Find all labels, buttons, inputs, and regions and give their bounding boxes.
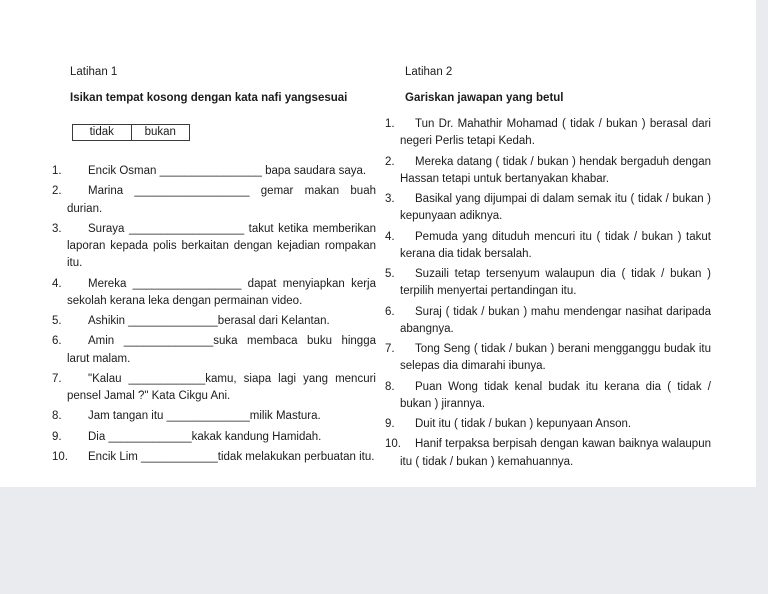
exercise-item (52, 183, 376, 218)
exercise-2-title: Latihan 2 (405, 66, 453, 78)
item-number: 5. (52, 315, 62, 327)
exercise-item (52, 313, 376, 330)
exercise-item (385, 341, 711, 376)
exercise-item (385, 416, 711, 433)
word-box-cell-tidak: tidak (72, 124, 132, 141)
exercise-item (52, 276, 376, 311)
item-text: Suzaili tetap tersenyum walaupun dia ( tidak / bukan ) terpilih menyertai pertandingan itu. (400, 268, 711, 298)
item-text: Marina __________________ gemar makan buah durian. (67, 185, 376, 215)
exercise-1-instruction: Isikan tempat kosong dengan kata nafi yangsesuai (70, 92, 348, 104)
item-text: Hanif terpaksa berpisah dengan kawan baiknya walaupun itu ( tidak / bukan ) kemahuannya. (400, 438, 711, 468)
exercise-item (385, 436, 711, 471)
exercise-item (52, 408, 376, 425)
item-text: Duit itu ( tidak / bukan ) kepunyaan Anson. (415, 418, 632, 430)
item-number: 3. (385, 193, 395, 205)
item-number: 2. (385, 155, 395, 168)
exercise-item (385, 229, 711, 264)
item-text: Suraya __________________ takut ketika memberikan laporan kepada polis berkaitan dengan kejadian rompakan itu. (67, 222, 376, 270)
item-text: Jam tangan itu _____________milik Mastura. (88, 410, 321, 423)
item-number: 8. (52, 410, 62, 423)
item-text: Mereka datang ( tidak / bukan ) hendak bergaduh dengan Hassan tetapi untuk bertanyakan khabar. (400, 155, 711, 185)
item-number: 1. (52, 165, 62, 177)
item-text: Dia _____________kakak kandung Hamidah. (88, 430, 322, 443)
exercise-item (385, 154, 711, 189)
item-number: 10. (385, 438, 401, 451)
exercise-item (385, 379, 711, 414)
item-text: Puan Wong tidak kenal budak itu kerana dia ( tidak / bukan ) jirannya. (400, 380, 711, 410)
item-text: Basikal yang dijumpai di dalam semak itu ( tidak / bukan ) kepunyaan adiknya. (400, 193, 711, 223)
item-number: 2. (52, 185, 62, 198)
exercise-2-item-list (385, 116, 711, 471)
exercise-item (385, 304, 711, 339)
exercise-item (52, 371, 376, 406)
item-number: 4. (385, 230, 395, 243)
item-text: Tun Dr. Mahathir Mohamad ( tidak / bukan ) berasal dari negeri Perlis tetapi Kedah. (400, 118, 711, 148)
item-number: 6. (52, 335, 62, 348)
exercise-item (385, 191, 711, 226)
item-number: 3. (52, 222, 62, 235)
item-text: "Kalau ____________kamu, siapa lagi yang mencuri pensel Jamal ?" Kata Cikgu Ani. (67, 372, 376, 402)
exercise-2-column (385, 66, 711, 474)
item-number: 9. (385, 418, 395, 430)
exercise-1-title: Latihan 1 (70, 66, 118, 78)
item-number: 9. (52, 430, 62, 443)
exercise-item (52, 449, 376, 466)
item-number: 1. (385, 118, 395, 130)
item-text: Encik Osman ________________ bapa saudara saya. (88, 165, 367, 177)
item-number: 8. (385, 380, 395, 393)
exercise-1-item-list (52, 163, 376, 466)
exercise-item (385, 116, 711, 151)
exercise-2-instruction: Gariskan jawapan yang betul (405, 92, 564, 104)
item-text: Ashikin ______________berasal dari Kelantan. (88, 315, 330, 327)
exercise-item (385, 266, 711, 301)
item-number: 6. (385, 305, 395, 318)
exercise-item (52, 333, 376, 368)
item-number: 4. (52, 277, 62, 290)
exercise-item (52, 221, 376, 273)
item-text: Amin ______________suka membaca buku hingga larut malam. (67, 335, 376, 365)
item-number: 7. (385, 343, 395, 355)
item-text: Tong Seng ( tidak / bukan ) berani mengganggu budak itu selepas dia dimarahi ibunya. (400, 343, 711, 373)
item-text: Encik Lim ____________tidak melakukan perbuatan itu. (88, 450, 375, 463)
item-text: Pemuda yang dituduh mencuri itu ( tidak / bukan ) takut kerana dia tidak bersalah. (400, 230, 711, 260)
exercise-item (52, 163, 376, 180)
exercise-1-column (52, 66, 376, 469)
item-text: Suraj ( tidak / bukan ) mahu mendengar nasihat daripada abangnya. (400, 305, 711, 335)
item-number: 5. (385, 268, 395, 280)
answer-word-box (72, 124, 190, 141)
word-box-cell-bukan: bukan (132, 124, 191, 141)
exercise-item (52, 429, 376, 446)
item-text: Mereka _________________ dapat menyiapkan kerja sekolah kerana leka dengan permainan video. (67, 277, 376, 307)
item-number: 10. (52, 450, 68, 463)
item-number: 7. (52, 372, 62, 385)
